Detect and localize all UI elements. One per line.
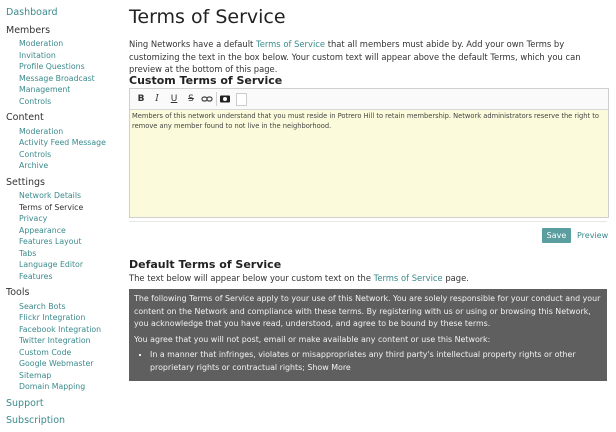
sidebar-support-link[interactable]: Support <box>6 398 44 409</box>
sidebar-item-tabs[interactable]: Tabs <box>19 249 37 258</box>
sidebar-item-custom-code[interactable]: Custom Code <box>19 348 72 357</box>
sidebar-item-content-controls[interactable]: Controls <box>19 150 52 159</box>
strikethrough-button[interactable]: S <box>188 94 194 104</box>
sidebar-section-content: Content <box>6 112 44 123</box>
link-icon[interactable] <box>201 93 213 105</box>
sidebar-section-tools: Tools <box>6 287 30 298</box>
default-note-terms-link[interactable]: Terms of Service <box>373 273 443 283</box>
default-note-start: The text below will appear below your custom text on the <box>129 273 374 283</box>
sidebar-item-management[interactable]: Management <box>19 85 71 94</box>
save-button[interactable]: Save <box>542 228 571 243</box>
sidebar-item-features-layout[interactable]: Features Layout <box>19 237 82 246</box>
blank-icon[interactable] <box>236 93 247 106</box>
default-terms-box <box>129 289 607 381</box>
sidebar-item-privacy[interactable]: Privacy <box>19 214 48 223</box>
editor-toolbar <box>130 89 608 110</box>
sidebar-item-activity-feed-message[interactable]: Activity Feed Message <box>19 138 106 147</box>
custom-terms-heading: Custom Terms of Service <box>129 74 283 87</box>
image-icon[interactable] <box>219 93 231 105</box>
custom-terms-textarea[interactable]: Members of this network understand that you must reside in Potrero Hill to retain membership. Network administrators reserve the right to remove any member found to not live in the neighborhood. <box>130 110 608 217</box>
toolbar-separator <box>216 92 217 106</box>
sidebar-item-network-details[interactable]: Network Details <box>19 191 82 200</box>
intro-text <box>129 38 609 76</box>
default-terms-note <box>129 273 469 283</box>
sidebar-item-archive[interactable]: Archive <box>19 161 49 170</box>
sidebar-item-google-webmaster[interactable]: Google Webmaster <box>19 359 94 368</box>
page-title: Terms of Service <box>129 6 286 28</box>
sidebar-item-terms-of-service[interactable]: Terms of Service <box>19 203 84 212</box>
sidebar-item-features[interactable]: Features <box>19 272 53 281</box>
default-terms-paragraph-2: You agree that you will not post, email or make available any content or use this Network: <box>134 334 491 344</box>
default-terms-list <box>134 349 602 374</box>
bold-button[interactable]: B <box>137 94 145 104</box>
intro-text-end: that all members must abide by. Add your own Terms by customizing the text in the box below. Your custom text will appear above the default Terms, which you can preview at the bottom of this page. <box>129 39 581 74</box>
sidebar-subscription-link[interactable]: Subscription <box>6 415 66 426</box>
sidebar-item-flickr-integration[interactable]: Flickr Integration <box>19 313 86 322</box>
sidebar-item-facebook-integration[interactable]: Facebook Integration <box>19 325 102 334</box>
sidebar-item-content-moderation[interactable]: Moderation <box>19 127 64 136</box>
sidebar-item-profile-questions[interactable]: Profile Questions <box>19 62 85 71</box>
sidebar-item-twitter-integration[interactable]: Twitter Integration <box>19 336 91 345</box>
default-note-end: page. <box>442 273 469 283</box>
sidebar-item-members-controls[interactable]: Controls <box>19 97 52 106</box>
default-terms-bullet: ▪ In a manner that infringes, violates or misappropriates any third party's intellectual property rights or other proprietary rights or contractual rights; Show More <box>150 349 602 374</box>
sidebar-section-members: Members <box>6 25 51 36</box>
intro-terms-link[interactable]: Terms of Service <box>256 39 326 49</box>
default-terms-heading: Default Terms of Service <box>129 258 282 271</box>
sidebar-item-search-bots[interactable]: Search Bots <box>19 302 66 311</box>
sidebar-item-sitemap[interactable]: Sitemap <box>19 371 52 380</box>
italic-button[interactable]: I <box>155 94 159 104</box>
admin-sidebar <box>0 0 122 432</box>
intro-text-start: Ning Networks have a default <box>129 39 257 49</box>
sidebar-item-appearance[interactable]: Appearance <box>19 226 66 235</box>
sidebar-item-message-broadcast[interactable]: Message Broadcast <box>19 74 95 83</box>
sidebar-section-settings: Settings <box>6 177 45 188</box>
custom-terms-editor <box>129 88 609 218</box>
sidebar-item-invitation[interactable]: Invitation <box>19 51 56 60</box>
preview-link[interactable]: Preview <box>577 231 609 240</box>
divider <box>129 221 607 222</box>
default-terms-paragraph-1: The following Terms of Service apply to your use of this Network. You are solely responsible for your conduct and your content on the Network and compliance with these terms. By registering with us or using or browsing this Network, you acknowledge that you have read, understood, and agree to be bound by these terms. <box>134 294 601 329</box>
underline-button[interactable]: U <box>170 94 178 104</box>
sidebar-item-members-moderation[interactable]: Moderation <box>19 39 64 48</box>
sidebar-item-language-editor[interactable]: Language Editor <box>19 260 84 269</box>
sidebar-dashboard-link[interactable]: Dashboard <box>6 7 58 18</box>
sidebar-item-domain-mapping[interactable]: Domain Mapping <box>19 382 86 391</box>
